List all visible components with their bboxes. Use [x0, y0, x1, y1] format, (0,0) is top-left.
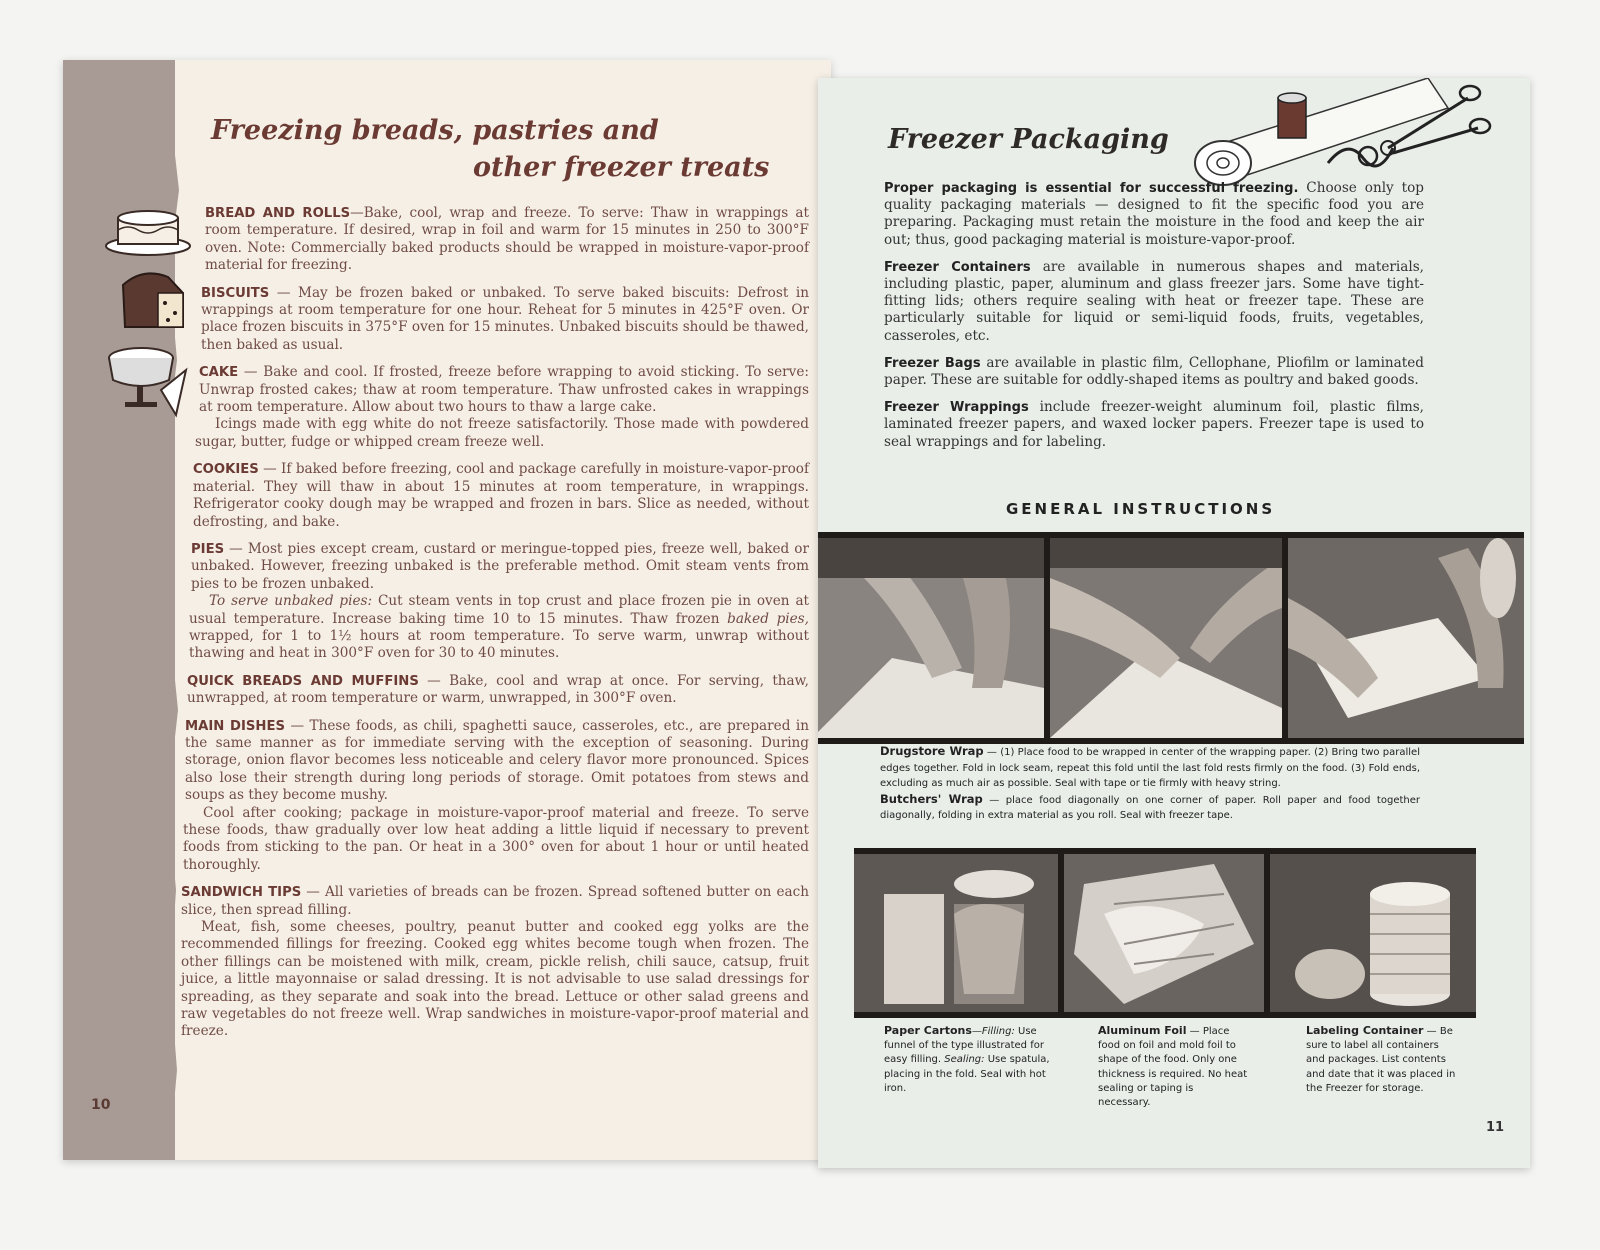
containers-paragraph: Freezer Containers are available in numerous shapes and materials, including plastic, paper, aluminum and glass freezer jars. Some have tight-fitting lids; others require sealing with heat or freezer tape. These are particularly suitable for liquid or semi-liquid foods, fruits, vegetables, casseroles, etc.: [884, 258, 1425, 344]
biscuits-label: BISCUITS: [201, 285, 270, 301]
labeling-container-label: Labeling Container: [1306, 1024, 1424, 1037]
sandwich-tips-label: SANDWICH TIPS: [181, 885, 302, 901]
aluminum-foil-label: Aluminum Foil: [1098, 1024, 1187, 1037]
wrap-caption: Drugstore Wrap — (1) Place food to be wrapped in center of the wrapping paper. (2) Bring two parallel edges together. Fold in lock seam, repeat this fold until the last fold rests firmly on the food. (3) Fold ends, excluding as much air as possible. Seal with tape or tie firmly with heavy string. Butchers' Wrap — place food diagonally on one corner of paper. Roll paper and food together diagonally, folding in extra material as you roll. Seal with freezer tape.: [880, 744, 1420, 821]
wrappings-label: Freezer Wrappings: [884, 400, 1029, 416]
left-page: [63, 60, 831, 1160]
right-title: Freezer Packaging: [888, 124, 1169, 155]
bread-and-rolls-label: BREAD AND ROLLS: [205, 206, 351, 221]
right-page: [818, 78, 1530, 1168]
bread-and-rolls-paragraph: BREAD AND ROLLS—Bake, cool, wrap and freeze. To serve: Thaw in wrappings at room temperature. If desired, wrap in foil and warm for 15 minutes in 250 to 300°F oven. Note: Commercially baked products should be wrapped in moisture-vapor-proof material for freezing.: [205, 205, 809, 274]
bags-paragraph: Freezer Bags are available in plastic film, Cellophane, Pliofilm or laminated paper. These are suitable for oddly-shaped items as poultry and baked goods.: [884, 354, 1424, 389]
cake-label: CAKE: [199, 365, 239, 381]
photo-strip-top: [818, 532, 1524, 744]
cake-continuation: Icings made with egg white do not freeze satisfactorily. Those made with powdered sugar, butter, fudge or whipped cream freeze well.: [195, 416, 809, 450]
drugstore-wrap-label: Drugstore Wrap: [880, 744, 984, 758]
main-dishes-continuation: Cool after cooking; package in moisture-vapor-proof material and freeze. To serve these foods, thaw gradually over low heat adding a little liquid if necessary to prevent foods from sticking to the pan. Or heat in a 300° oven for about 1 hour or until heated thoroughly.: [183, 804, 809, 873]
sandwich-tips-paragraph: SANDWICH TIPS — All varieties of breads can be frozen. Spread softened butter on each slice, then spread filling.: [181, 884, 809, 918]
wrap-step2-photo: [1050, 538, 1282, 738]
intro-paragraph: Proper packaging is essential for successful freezing. Choose only top quality packaging materials — designed to fit the specific food you are preparing. Packaging must retain the moisture in the food and keep the air out; thus, good packaging material is moisture-vapor-proof.: [884, 180, 1424, 248]
biscuits-paragraph: BISCUITS — May be frozen baked or unbaked. To serve baked biscuits: Defrost in wrappings at room temperature for one hour. Reheat for 5 minutes in 425°F oven. Or place frozen biscuits in 375°F oven for 15 minutes. Unbaked biscuits should be thawed, then baked as usual.: [201, 284, 809, 353]
wrap-step1-photo: [818, 538, 1044, 738]
general-instructions-heading: GENERAL INSTRUCTIONS: [1006, 500, 1276, 518]
butchers-wrap-label: Butchers' Wrap: [880, 791, 983, 806]
left-title-line2: other freezer treats: [473, 152, 770, 183]
aluminum-foil-photo: [1064, 854, 1264, 1012]
left-body-text: [181, 205, 809, 1051]
pies-paragraph: PIES — Most pies except cream, custard or meringue-topped pies, freeze well, baked or unbaked. However, freezing unbaked is the preferable method. Omit steam vents from pies to be frozen unbaked.: [191, 540, 809, 592]
left-title-line1: Freezing breads, pastries and: [211, 115, 659, 146]
right-body-text: [884, 180, 1424, 461]
cookies-label: COOKIES: [193, 462, 259, 478]
paper-cartons-label: Paper Cartons: [884, 1024, 972, 1037]
main-dishes-paragraph: MAIN DISHES — These foods, as chili, spaghetti sauce, casseroles, etc., are prepared in the same manner as for immediate serving with the exception of seasoning. During storage, onion flavor becomes less noticeable and celery flavor more pronounced. Spices also lose their strength during long periods of storage. Omit potatoes from stews and soups as they become mushy.: [185, 717, 810, 804]
labeling-container-photo: [1270, 854, 1476, 1012]
main-dishes-label: MAIN DISHES: [185, 718, 285, 734]
pies-label: PIES: [191, 541, 225, 557]
paper-cartons-caption: Paper Cartons—Filling: Use funnel of the type illustrated for easy filling. Sealing: Use spatula, placing in the fold. Seal with hot iron.: [884, 1024, 1050, 1094]
bags-label: Freezer Bags: [884, 355, 981, 371]
photo-strip-bottom: [854, 848, 1476, 1018]
pies-continuation: To serve unbaked pies: Cut steam vents in top crust and place frozen pie in oven at usual temperature. Increase baking time 10 to 15 minutes. Thaw frozen baked pies, wrapped, for 1 to 1½ hours at room temperature. To serve warm, unwrap without thawing and heat in 300°F oven for 30 to 40 minutes.: [189, 593, 810, 662]
sandwich-tips-continuation: Meat, fish, some cheeses, poultry, peanut butter and cooked egg yolks are the recommended fillings for freezing. Cooked egg whites become tough when frozen. The other fillings can be moistened with milk, cream, pickle relish, chili sauce, catsup, fruit juice, a little mayonnaise or salad dressing. It is not advisable to use salad dressings for spreading, as they separate and soak into the bread. Lettuce or other salad greens and raw vegetables do not freeze well. Wrap sandwiches in moisture-vapor-proof material and freeze.: [181, 919, 809, 1040]
pie-illustration: [101, 330, 191, 420]
containers-label: Freezer Containers: [884, 259, 1031, 275]
quick-breads-paragraph: QUICK BREADS AND MUFFINS — Bake, cool and wrap at once. For serving, thaw, unwrapped, at room temperature or warm, unwrapped, in 300°F oven.: [187, 672, 809, 707]
cookies-paragraph: COOKIES — If baked before freezing, cool and package carefully in moisture-vapor-proof material. They will thaw in about 15 minutes at room temperature, in wrappings. Refrigerator cooky dough may be wrapped and frozen in bars. Slice as needed, without defrosting, and bake.: [193, 461, 809, 530]
aluminum-foil-caption: Aluminum Foil — Place food on foil and mold foil to shape of the food. Only one thickness is required. No heat sealing or taping is necessary.: [1098, 1024, 1248, 1109]
cake-illustration: [103, 200, 193, 260]
wrap-step3-photo: [1288, 538, 1524, 738]
cake-paragraph: CAKE — Bake and cool. If frosted, freeze before wrapping to avoid sticking. To serve: Unwrap frosted cakes; thaw at room temperature. Thaw unfrosted cakes in wrappings at room temperature. Allow about two hours to thaw a large cake.: [199, 364, 809, 416]
paper-cartons-photo: [854, 854, 1058, 1012]
labeling-container-caption: Labeling Container — Be sure to label all containers and packages. List contents and date that it was placed in the Freezer for storage.: [1306, 1024, 1456, 1094]
wrappings-paragraph: Freezer Wrappings include freezer-weight aluminum foil, plastic films, laminated freezer papers, and waxed locker papers. Freezer tape is used to seal wrappings and for labeling.: [884, 399, 1425, 450]
page-number-right: 11: [1486, 1120, 1505, 1135]
quick-breads-label: QUICK BREADS AND MUFFINS: [187, 673, 419, 689]
page-number-left: 10: [91, 1097, 111, 1113]
